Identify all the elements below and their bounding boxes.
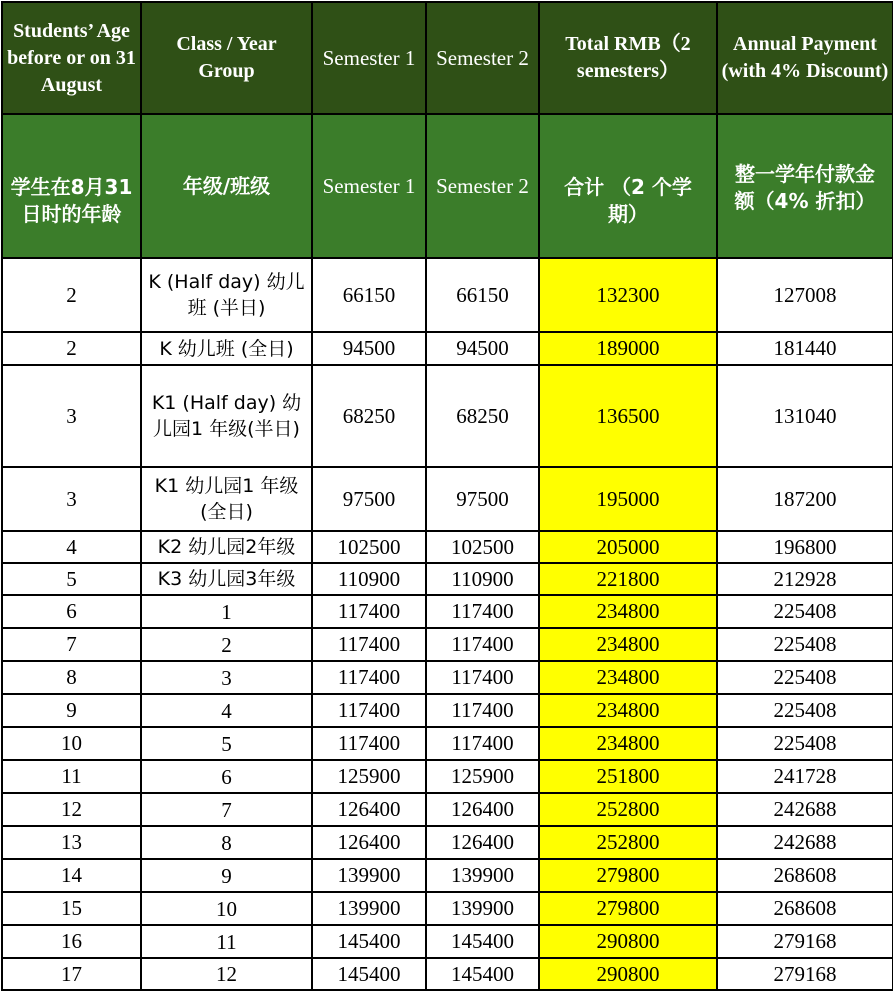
cell-total: 251800 bbox=[539, 760, 717, 793]
cell-semester2: 66150 bbox=[426, 258, 539, 332]
cell-total: 205000 bbox=[539, 531, 717, 563]
cell-total: 234800 bbox=[539, 661, 717, 694]
cell-semester1: 145400 bbox=[312, 925, 426, 958]
cell-semester1: 117400 bbox=[312, 595, 426, 628]
table-row bbox=[2, 467, 893, 531]
cell-semester1: 126400 bbox=[312, 793, 426, 826]
cell-annual: 279168 bbox=[717, 925, 893, 958]
cell-age: 2 bbox=[2, 258, 141, 332]
cell-annual: 242688 bbox=[717, 793, 893, 826]
header-class-zh: 年级/班级 bbox=[141, 114, 312, 258]
table-row bbox=[2, 531, 893, 563]
header-class-en: Class / Year Group bbox=[141, 2, 312, 114]
cell-total: 252800 bbox=[539, 826, 717, 859]
cell-semester2: 126400 bbox=[426, 826, 539, 859]
cell-semester1: 66150 bbox=[312, 258, 426, 332]
cell-annual: 225408 bbox=[717, 628, 893, 661]
cell-total: 279800 bbox=[539, 859, 717, 892]
cell-semester2: 117400 bbox=[426, 727, 539, 760]
cell-age: 3 bbox=[2, 365, 141, 467]
cell-age: 13 bbox=[2, 826, 141, 859]
cell-class: K3 幼儿园3年级 bbox=[141, 563, 312, 595]
cell-age: 3 bbox=[2, 467, 141, 531]
cell-age: 16 bbox=[2, 925, 141, 958]
header-annual-en: Annual Payment (with 4% Discount) bbox=[717, 2, 893, 114]
header-age-zh: 学生在8月31日时的年龄 bbox=[2, 114, 141, 258]
cell-class: K (Half day) 幼儿班 (半日) bbox=[141, 258, 312, 332]
cell-class: K 幼儿班 (全日) bbox=[141, 332, 312, 365]
cell-semester2: 94500 bbox=[426, 332, 539, 365]
cell-semester1: 125900 bbox=[312, 760, 426, 793]
cell-total: 252800 bbox=[539, 793, 717, 826]
cell-semester1: 139900 bbox=[312, 859, 426, 892]
table-row bbox=[2, 332, 893, 365]
cell-age: 2 bbox=[2, 332, 141, 365]
table-row bbox=[2, 661, 893, 694]
cell-semester2: 145400 bbox=[426, 958, 539, 990]
cell-semester1: 139900 bbox=[312, 892, 426, 925]
cell-total: 234800 bbox=[539, 595, 717, 628]
cell-annual: 268608 bbox=[717, 892, 893, 925]
cell-semester2: 117400 bbox=[426, 628, 539, 661]
cell-semester1: 117400 bbox=[312, 628, 426, 661]
cell-class: 2 bbox=[141, 628, 312, 661]
cell-annual: 225408 bbox=[717, 661, 893, 694]
fee-rows bbox=[2, 258, 893, 990]
cell-semester1: 97500 bbox=[312, 467, 426, 531]
cell-class: 4 bbox=[141, 694, 312, 727]
cell-age: 11 bbox=[2, 760, 141, 793]
cell-class: 12 bbox=[141, 958, 312, 990]
cell-total: 195000 bbox=[539, 467, 717, 531]
cell-semester2: 117400 bbox=[426, 595, 539, 628]
cell-annual: 187200 bbox=[717, 467, 893, 531]
cell-total: 290800 bbox=[539, 958, 717, 990]
cell-age: 8 bbox=[2, 661, 141, 694]
table-row bbox=[2, 793, 893, 826]
cell-age: 7 bbox=[2, 628, 141, 661]
cell-class: K1 幼儿园1 年级 (全日) bbox=[141, 467, 312, 531]
header-semester1-en: Semester 1 bbox=[312, 2, 426, 114]
header-total-en: Total RMB（2 semesters） bbox=[539, 2, 717, 114]
cell-semester2: 102500 bbox=[426, 531, 539, 563]
cell-class: 11 bbox=[141, 925, 312, 958]
cell-semester1: 117400 bbox=[312, 694, 426, 727]
cell-class: 6 bbox=[141, 760, 312, 793]
cell-semester2: 117400 bbox=[426, 661, 539, 694]
header-semester2-en: Semester 2 bbox=[426, 2, 539, 114]
cell-total: 234800 bbox=[539, 727, 717, 760]
cell-semester2: 125900 bbox=[426, 760, 539, 793]
cell-semester2: 139900 bbox=[426, 892, 539, 925]
table-row bbox=[2, 694, 893, 727]
cell-total: 279800 bbox=[539, 892, 717, 925]
cell-total: 189000 bbox=[539, 332, 717, 365]
cell-total: 234800 bbox=[539, 628, 717, 661]
tuition-fee-table bbox=[1, 1, 893, 991]
cell-total: 221800 bbox=[539, 563, 717, 595]
cell-total: 136500 bbox=[539, 365, 717, 467]
cell-semester1: 126400 bbox=[312, 826, 426, 859]
cell-total: 290800 bbox=[539, 925, 717, 958]
cell-semester2: 139900 bbox=[426, 859, 539, 892]
table-row bbox=[2, 925, 893, 958]
cell-semester2: 117400 bbox=[426, 694, 539, 727]
cell-age: 5 bbox=[2, 563, 141, 595]
header-total-zh: 合计 （2 个学期） bbox=[539, 114, 717, 258]
cell-class: 9 bbox=[141, 859, 312, 892]
cell-semester2: 145400 bbox=[426, 925, 539, 958]
header-semester2-zh: Semester 2 bbox=[426, 114, 539, 258]
cell-semester1: 117400 bbox=[312, 661, 426, 694]
table-row bbox=[2, 826, 893, 859]
cell-annual: 225408 bbox=[717, 694, 893, 727]
cell-semester1: 94500 bbox=[312, 332, 426, 365]
cell-semester1: 110900 bbox=[312, 563, 426, 595]
cell-annual: 131040 bbox=[717, 365, 893, 467]
cell-age: 10 bbox=[2, 727, 141, 760]
table-row bbox=[2, 365, 893, 467]
cell-age: 12 bbox=[2, 793, 141, 826]
cell-annual: 181440 bbox=[717, 332, 893, 365]
cell-class: K1 (Half day) 幼儿园1 年级(半日) bbox=[141, 365, 312, 467]
cell-total: 234800 bbox=[539, 694, 717, 727]
header-semester1-zh: Semester 1 bbox=[312, 114, 426, 258]
cell-semester1: 68250 bbox=[312, 365, 426, 467]
table-row bbox=[2, 892, 893, 925]
cell-age: 17 bbox=[2, 958, 141, 990]
cell-class: 3 bbox=[141, 661, 312, 694]
cell-class: 1 bbox=[141, 595, 312, 628]
cell-annual: 242688 bbox=[717, 826, 893, 859]
table-row bbox=[2, 258, 893, 332]
cell-age: 6 bbox=[2, 595, 141, 628]
cell-class: 5 bbox=[141, 727, 312, 760]
cell-annual: 225408 bbox=[717, 595, 893, 628]
cell-annual: 196800 bbox=[717, 531, 893, 563]
cell-semester1: 117400 bbox=[312, 727, 426, 760]
table-row bbox=[2, 563, 893, 595]
cell-semester1: 145400 bbox=[312, 958, 426, 990]
header-age-en: Students’ Age before or on 31 August bbox=[2, 2, 141, 114]
cell-annual: 241728 bbox=[717, 760, 893, 793]
cell-class: 7 bbox=[141, 793, 312, 826]
cell-annual: 268608 bbox=[717, 859, 893, 892]
cell-semester2: 126400 bbox=[426, 793, 539, 826]
table-row bbox=[2, 859, 893, 892]
table-row bbox=[2, 595, 893, 628]
cell-age: 15 bbox=[2, 892, 141, 925]
header-row-chinese bbox=[2, 114, 893, 258]
cell-annual: 127008 bbox=[717, 258, 893, 332]
cell-semester2: 97500 bbox=[426, 467, 539, 531]
cell-age: 4 bbox=[2, 531, 141, 563]
cell-semester2: 68250 bbox=[426, 365, 539, 467]
table-row bbox=[2, 760, 893, 793]
cell-annual: 225408 bbox=[717, 727, 893, 760]
cell-age: 9 bbox=[2, 694, 141, 727]
cell-annual: 212928 bbox=[717, 563, 893, 595]
cell-total: 132300 bbox=[539, 258, 717, 332]
table-row bbox=[2, 727, 893, 760]
cell-semester1: 102500 bbox=[312, 531, 426, 563]
header-annual-zh: 整一学年付款金额（4% 折扣） bbox=[717, 114, 893, 258]
table-row bbox=[2, 958, 893, 990]
header-row-english bbox=[2, 2, 893, 114]
cell-class: 8 bbox=[141, 826, 312, 859]
table-row bbox=[2, 628, 893, 661]
cell-annual: 279168 bbox=[717, 958, 893, 990]
cell-class: K2 幼儿园2年级 bbox=[141, 531, 312, 563]
cell-age: 14 bbox=[2, 859, 141, 892]
cell-class: 10 bbox=[141, 892, 312, 925]
cell-semester2: 110900 bbox=[426, 563, 539, 595]
